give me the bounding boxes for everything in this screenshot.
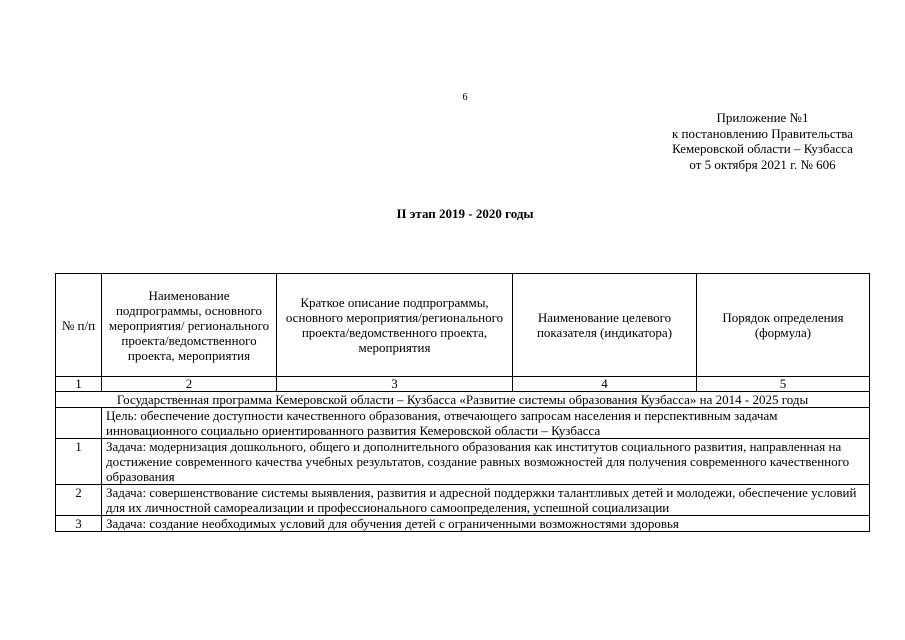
header-cell-indicator: Наименование целевого показателя (индикатора) — [513, 274, 697, 377]
row-number — [56, 408, 102, 439]
header-cell-name: Наименование подпрограммы, основного мероприятия/ регионального проекта/ведомственного проекта, мероприятия — [102, 274, 277, 377]
row-text: Задача: модернизация дошкольного, общего и дополнительного образования как институтов социального развития, направленная на достижение современного качества учебных результатов, создание равных возможностей для получения современного качественного образования — [102, 439, 870, 485]
table-row — [56, 439, 870, 485]
appendix-line-1: Приложение №1 — [716, 110, 809, 125]
column-number: 5 — [697, 377, 870, 392]
appendix-block — [640, 110, 885, 172]
table-header-row — [56, 274, 870, 377]
table-row — [56, 485, 870, 516]
table-row — [56, 516, 870, 532]
row-text: Задача: совершенствование системы выявления, развития и адресной поддержки талантливых детей и молодежи, обеспечение условий для их личностной самореализации и профессионального самоопределения, успешной социализации — [102, 485, 870, 516]
table-row — [56, 408, 870, 439]
column-numbers-row — [56, 377, 870, 392]
header-cell-formula: Порядок определения (формула) — [697, 274, 870, 377]
header-cell-description: Краткое описание подпрограммы, основного мероприятия/регионального проекта/ведомственного проекта, мероприятия — [277, 274, 513, 377]
row-text: Цель: обеспечение доступности качественного образования, отвечающего запросам населения и перспективным задачам инновационного социально ориентированного развития Кемеровской области – Кузбасса — [102, 408, 870, 439]
row-number: 3 — [56, 516, 102, 532]
appendix-line-4: от 5 октября 2021 г. № 606 — [689, 156, 836, 172]
row-number: 1 — [56, 439, 102, 485]
program-table — [55, 273, 870, 532]
stage-title: II этап 2019 - 2020 годы — [396, 206, 534, 221]
appendix-line-2: к постановлению Правительства — [671, 125, 854, 141]
row-text: Задача: создание необходимых условий для обучения детей с ограниченными возможностями здоровья — [102, 516, 870, 532]
appendix-line-3: Кемеровской области – Кузбасса — [672, 141, 853, 156]
column-number: 3 — [277, 377, 513, 392]
header-cell-number: № п/п — [56, 274, 102, 377]
page-number: 6 — [462, 92, 468, 103]
program-title-row — [56, 392, 870, 408]
column-number: 1 — [56, 377, 102, 392]
column-number: 4 — [513, 377, 697, 392]
program-title: Государственная программа Кемеровской области – Кузбасса «Развитие системы образования Кузбасса» на 2014 - 2025 годы — [56, 392, 870, 408]
row-number: 2 — [56, 485, 102, 516]
column-number: 2 — [102, 377, 277, 392]
